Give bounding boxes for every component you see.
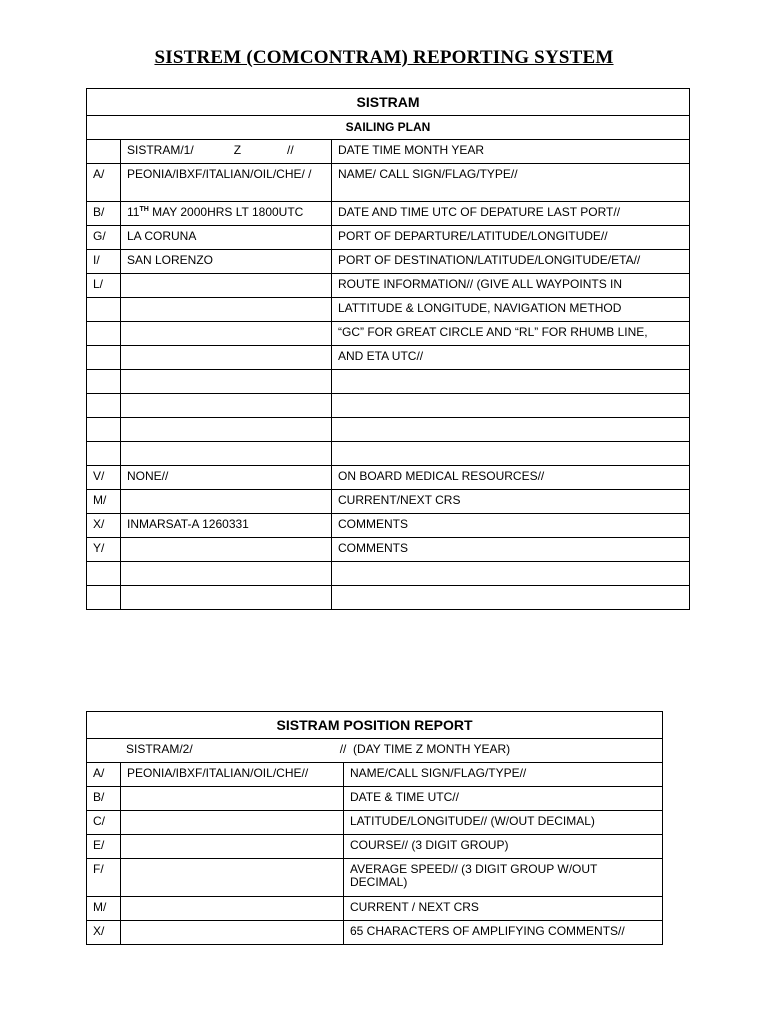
row-description: COURSE// (3 DIGIT GROUP) [344,835,663,859]
row-code [87,586,121,610]
table-row [87,763,663,787]
row-code: V/ [87,466,121,490]
row-value [121,897,344,921]
table-row [87,418,690,442]
row-description: DATE & TIME UTC// [344,787,663,811]
position-report-title: SISTRAM POSITION REPORT [87,712,663,739]
table-row [87,298,690,322]
code-cell [87,140,121,164]
row-code [87,370,121,394]
row-value [121,586,332,610]
row-value: LA CORUNA [121,226,332,250]
row-code: A/ [87,164,121,202]
row-value [121,787,344,811]
row-value [121,811,344,835]
header-description: DATE TIME MONTH YEAR [332,140,690,164]
row-description: COMMENTS [332,538,690,562]
row-code: X/ [87,514,121,538]
row-code [87,394,121,418]
row-value [121,418,332,442]
row-code [87,562,121,586]
row-value-suffix: TH [139,206,149,213]
header-sep: // [287,143,294,157]
table-row [87,538,690,562]
row-description: AVERAGE SPEED// (3 DIGIT GROUP W/OUT DECIMAL) [344,859,663,897]
row-code: L/ [87,274,121,298]
row-code: I/ [87,250,121,274]
row-value [121,394,332,418]
header-description: (DAY TIME Z MONTH YEAR) [353,742,511,756]
table-row [87,346,690,370]
row-value [121,370,332,394]
row-value [121,835,344,859]
row-value: INMARSAT-A 1260331 [121,514,332,538]
row-code: G/ [87,226,121,250]
row-value-day: 11 [127,205,140,219]
row-value: PEONIA/IBXF/ITALIAN/OIL/CHE// [121,763,344,787]
row-value [121,490,332,514]
row-description: ON BOARD MEDICAL RESOURCES// [332,466,690,490]
table-row [87,586,690,610]
row-value: SAN LORENZO [121,250,332,274]
row-value [121,859,344,897]
header-code: SISTRAM/2/ [126,742,193,756]
table-row [87,514,690,538]
row-code [87,346,121,370]
row-description [332,562,690,586]
row-description [332,442,690,466]
row-code: C/ [87,811,121,835]
table-row [87,370,690,394]
row-value: NONE// [121,466,332,490]
table-row [87,921,663,945]
document-title: SISTREM (COMCONTRAM) REPORTING SYSTEM [154,47,614,68]
row-description: NAME/CALL SIGN/FLAG/TYPE// [344,763,663,787]
table-row [87,226,690,250]
row-description: CURRENT/NEXT CRS [332,490,690,514]
sailing-plan-header-row [87,140,690,164]
row-code: M/ [87,490,121,514]
position-report-table [86,711,663,945]
row-code: B/ [87,787,121,811]
sailing-plan-title: SISTRAM [87,89,690,116]
row-value [121,538,332,562]
position-report-header [87,739,663,763]
table-row [87,250,690,274]
row-code: A/ [87,763,121,787]
table-row [87,859,663,897]
row-value-rest: MAY 2000HRS LT 1800UTC [148,205,304,219]
row-value [121,274,332,298]
row-code: Y/ [87,538,121,562]
row-description: DATE AND TIME UTC OF DEPATURE LAST PORT// [332,202,690,226]
row-value [121,322,332,346]
sailing-plan-subtitle-row [87,116,690,140]
row-value [121,346,332,370]
table-row [87,490,690,514]
row-value [121,298,332,322]
header-code: SISTRAM/1/ [127,143,194,157]
table-row [87,202,690,226]
row-code [87,298,121,322]
row-description: PORT OF DEPARTURE/LATITUDE/LONGITUDE// [332,226,690,250]
row-value [121,562,332,586]
row-description: NAME/ CALL SIGN/FLAG/TYPE// [332,164,690,202]
row-code: F/ [87,859,121,897]
row-description: COMMENTS [332,514,690,538]
table-row [87,466,690,490]
row-description: LATITUDE/LONGITUDE// (W/OUT DECIMAL) [344,811,663,835]
sailing-plan-table [86,88,690,610]
row-description: PORT OF DESTINATION/LATITUDE/LONGITUDE/ETA// [332,250,690,274]
row-value [121,921,344,945]
table-row [87,394,690,418]
table-row [87,322,690,346]
table-row [87,787,663,811]
sailing-plan-title-row [87,89,690,116]
position-report-header-row [87,739,663,763]
row-code [87,418,121,442]
header-sep: // [339,742,347,756]
row-value: PEONIA/IBXF/ITALIAN/OIL/CHE/ / [121,164,332,202]
row-code: E/ [87,835,121,859]
row-code: B/ [87,202,121,226]
table-row [87,897,663,921]
row-code: X/ [87,921,121,945]
table-row [87,164,690,202]
header-z: Z [233,143,242,157]
table-row [87,274,690,298]
row-code [87,322,121,346]
row-description [332,370,690,394]
position-report-title-row [87,712,663,739]
table-row [87,811,663,835]
row-description: LATTITUDE & LONGITUDE, NAVIGATION METHOD [332,298,690,322]
table-row [87,562,690,586]
row-description [332,418,690,442]
row-description: 65 CHARACTERS OF AMPLIFYING COMMENTS// [344,921,663,945]
row-description: CURRENT / NEXT CRS [344,897,663,921]
table-row [87,835,663,859]
row-description: ROUTE INFORMATION// (GIVE ALL WAYPOINTS IN [332,274,690,298]
row-description: AND ETA UTC// [332,346,690,370]
row-value [121,202,332,226]
table-row [87,442,690,466]
row-code [87,442,121,466]
header-code-cell [121,140,332,164]
row-value [121,442,332,466]
row-description: “GC” FOR GREAT CIRCLE AND “RL” FOR RHUMB LINE, [332,322,690,346]
sailing-plan-subtitle: SAILING PLAN [87,116,690,140]
row-code: M/ [87,897,121,921]
row-description [332,586,690,610]
row-description [332,394,690,418]
